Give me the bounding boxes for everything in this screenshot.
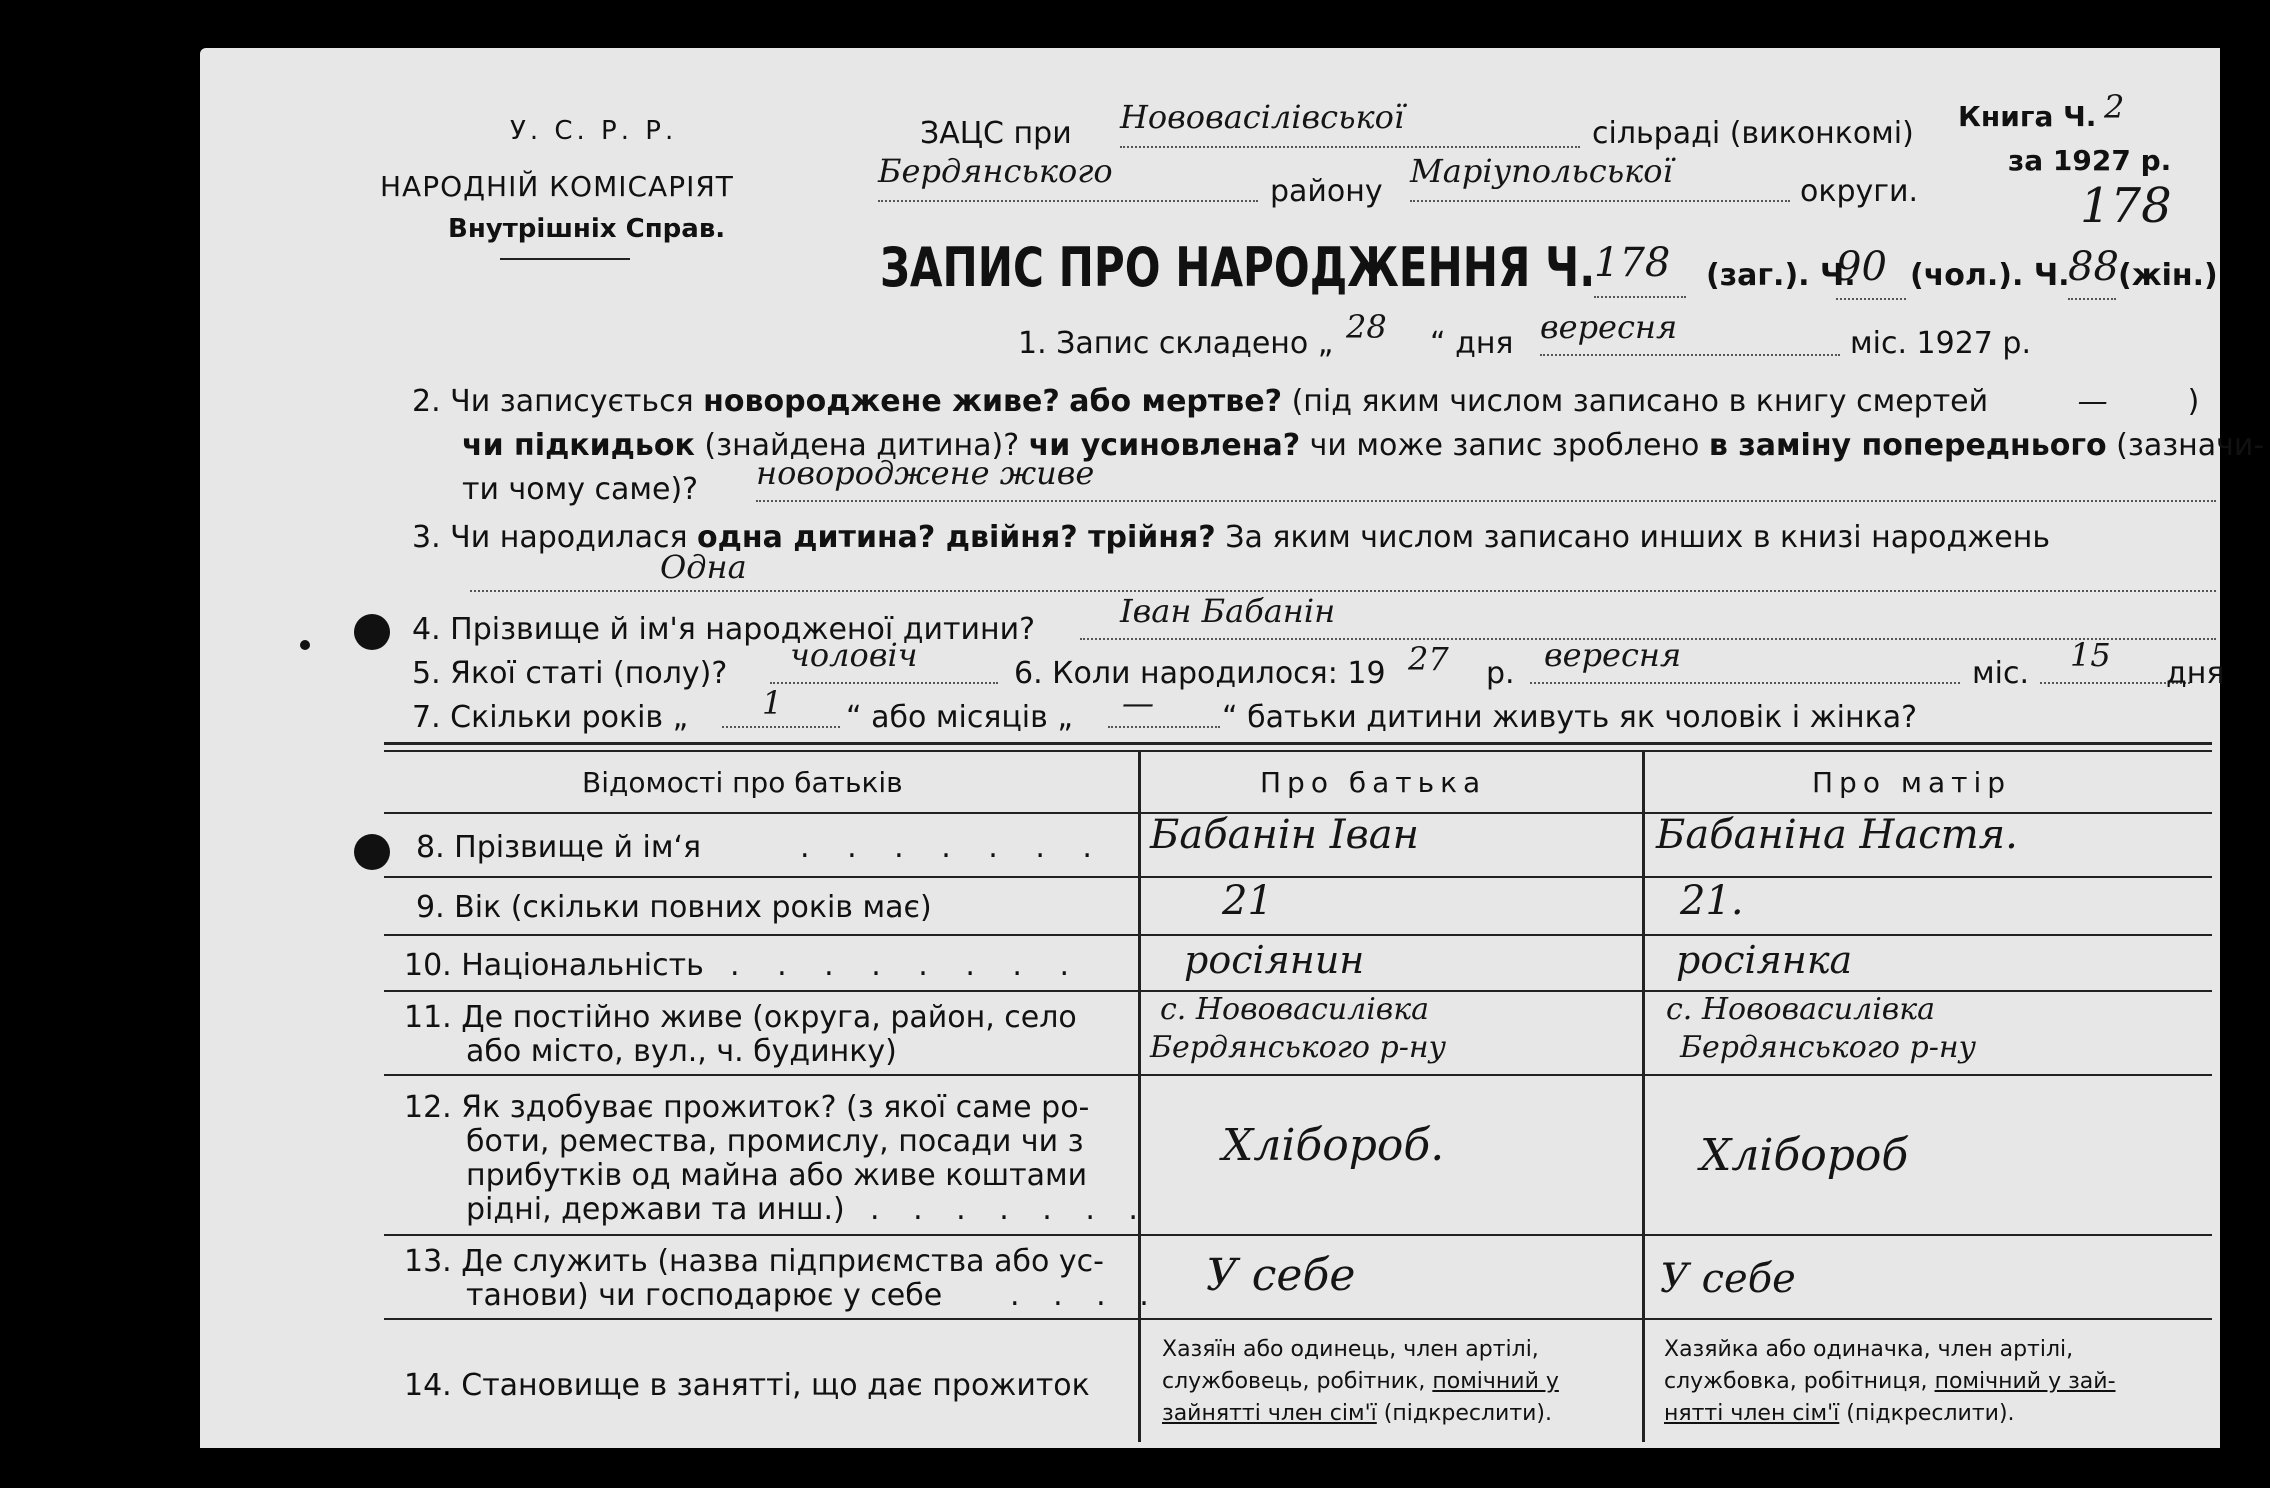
mother-status-line-1: Хазяйка або одиначка, член артілі, [1664, 1337, 2074, 1362]
table-row-label: 8. Прізвище й ім‘я [416, 830, 702, 865]
q6-text-b: р. [1486, 656, 1515, 691]
q2-foundling: чи підкидьок [462, 428, 695, 463]
q1-text-b: “ дня [1430, 326, 1514, 361]
leader-dots: . . . . . . . . [730, 948, 1084, 983]
row-rule [384, 1234, 2212, 1236]
father-status-part: службовець, робітник, [1162, 1369, 1426, 1394]
q6-text-a: 6. Коли народилося: 19 [1014, 656, 1386, 691]
q1-day-handwritten: 28 [1346, 308, 1387, 346]
q2-answer-handwritten: новороджене живе [756, 454, 2216, 502]
book-number-handwritten: 2 [2104, 88, 2125, 126]
table-row-label-cont: прибутків од майна або живе коштами [466, 1158, 1088, 1193]
q7-years-handwritten: 1 [722, 684, 840, 728]
council-suffix: сільраді (виконкомі) [1592, 116, 1914, 151]
father-status-note: (підкреслити). [1383, 1401, 1553, 1426]
punch-hole [300, 640, 310, 650]
q6-day-handwritten: 15 [2040, 636, 2190, 684]
mother-address-2-handwritten: Бердянського р-ну [1680, 1030, 1977, 1065]
leader-dots: . . . . . . . [800, 830, 1106, 865]
zags-label: ЗАЦС при [920, 116, 1072, 151]
department-name: Внутрішніх Справ. [448, 214, 726, 244]
mother-occupation-handwritten: Хлібороб [1700, 1130, 1909, 1181]
q6-year-handwritten: 27 [1408, 640, 1449, 678]
mother-status-note: (підкреслити). [1846, 1401, 2015, 1426]
mother-nationality-handwritten: росіянка [1676, 938, 1853, 982]
row-rule [384, 934, 2212, 936]
q7-text-a: 7. Скільки років „ [412, 700, 689, 735]
father-name-handwritten: Бабанін Іван [1150, 812, 1419, 858]
mother-status-underlined-2: нятті член сім'ї [1664, 1401, 1840, 1426]
q2-replacement-q: чи може запис зроблено [1309, 428, 1700, 463]
mother-status-options [1664, 1334, 2116, 1430]
father-status-line-2 [1162, 1366, 1559, 1398]
district-handwritten: Бердянського [878, 152, 1258, 202]
table-top-rule-2 [384, 750, 2212, 752]
q1-text-a: 1. Запис складено „ [1018, 326, 1334, 361]
q2-alive: новороджене живе? [703, 384, 1060, 419]
row-rule [384, 1074, 2212, 1076]
q5-answer-handwritten: чоловіч [770, 636, 998, 684]
mother-status-part: службовка, робітниця, [1664, 1369, 1928, 1394]
district-label: району [1270, 174, 1383, 209]
q2-line1 [412, 384, 2199, 419]
male-label: (чол.). Ч. [1910, 258, 2070, 293]
father-status-line-1: Хазяїн або одинець, член артілі, [1162, 1337, 1539, 1362]
table-top-rule [384, 742, 2212, 745]
table-header-info: Відомості про батьків [582, 766, 903, 799]
leader-dots: . . . . . . . [870, 1192, 1150, 1227]
father-status-underlined-2: зайнятті член сім'ї [1162, 1401, 1377, 1426]
column-divider [1642, 752, 1645, 1442]
commissariat-name: НАРОДНІЙ КОМІСАРІЯТ [380, 170, 734, 203]
q2-dead: або мертве? [1069, 384, 1283, 419]
mother-workplace-handwritten: У себе [1660, 1256, 1796, 1302]
table-row-label-cont: або місто, вул., ч. будинку) [466, 1034, 897, 1069]
q6-text-c: міс. [1972, 656, 2029, 691]
table-header-mother: Про матір [1812, 766, 2012, 799]
female-label: (жін.) [2118, 258, 2218, 293]
table-row-label-cont: танови) чи господарює у себе [466, 1278, 943, 1313]
table-row-label: 13. Де служить (назва підприємства або ус- [404, 1244, 1104, 1279]
father-occupation-handwritten: Хлібороб. [1222, 1120, 1445, 1171]
q1-month-handwritten: вересня [1540, 308, 1840, 356]
q2-death-book-handwritten: — [2077, 384, 2108, 419]
q1-text-c: міс. 1927 р. [1850, 326, 2031, 361]
q6-text-d: дня [2166, 656, 2225, 691]
male-number-handwritten: 90 [1836, 244, 1906, 300]
table-row-label: 10. Національність [404, 948, 704, 983]
page-number-handwritten: 178 [2080, 178, 2172, 234]
father-status-underlined: помічний у [1432, 1369, 1559, 1394]
q2-close-paren: ) [2187, 384, 2200, 419]
q3-answer-handwritten: Одна [470, 548, 2216, 592]
mother-age-handwritten: 21. [1680, 878, 1744, 924]
q3-text-a: 3. Чи народилася [412, 520, 688, 555]
q2-text: 2. Чи записується [412, 384, 694, 419]
q3-text-c: За яким числом записано инших в книзі народжень [1225, 520, 2051, 555]
mother-name-handwritten: Бабаніна Настя. [1656, 812, 2018, 858]
q2-death-book: (під яким числом записано в книгу смертей [1291, 384, 1989, 419]
father-address-2-handwritten: Бердянського р-ну [1150, 1030, 1447, 1065]
row-rule [384, 1318, 2212, 1320]
punch-hole [354, 614, 390, 650]
mother-status-line-3 [1664, 1398, 2116, 1430]
column-divider [1138, 752, 1141, 1442]
female-number-handwritten: 88 [2068, 244, 2116, 300]
father-age-handwritten: 21 [1222, 878, 1273, 924]
mother-status-underlined: помічний у зай- [1934, 1369, 2116, 1394]
q2-found-child: (знайдена дитина)? [704, 428, 1020, 463]
table-row-label: 11. Де постійно живе (округа, район, село [404, 1000, 1077, 1035]
total-label: (заг.). Ч. [1706, 258, 1856, 293]
table-row-label: 14. Становище в занятті, що дає прожиток [404, 1368, 1090, 1403]
leader-dots: . . . . [1010, 1278, 1161, 1313]
q2-specify: (зазначи- [2116, 428, 2265, 463]
table-row-label-cont: боти, ремества, промислу, посади чи з [466, 1124, 1084, 1159]
father-status-options [1162, 1334, 1559, 1430]
q7-months-handwritten: — [1108, 684, 1220, 728]
table-header-father: Про батька [1260, 766, 1487, 799]
table-row-label: 9. Вік (скільки повних років має) [416, 890, 932, 925]
q3-text-b: одна дитина? двійня? трійня? [697, 520, 1216, 555]
q7-text-c: “ батьки дитини живуть як чоловік і жінка? [1222, 700, 1918, 735]
q5-text: 5. Якої статі (полу)? [412, 656, 728, 691]
total-number-handwritten: 178 [1594, 240, 1686, 298]
q4-text: 4. Прізвище й ім'я народженої дитини? [412, 612, 1036, 647]
q7-text-b: “ або місяців „ [846, 700, 1073, 735]
village-council-handwritten: Нововасілівської [1120, 98, 1580, 148]
republic-abbrev: У. С. Р. Р. [510, 116, 678, 146]
father-address-1-handwritten: с. Нововасилівка [1160, 992, 1430, 1027]
row-rule [384, 876, 2212, 878]
okrug-handwritten: Маріупольської [1410, 152, 1790, 202]
q2-line3: ти чому саме)? [462, 472, 699, 507]
table-row-label-cont: рідні, держави та инш.) [466, 1192, 845, 1227]
q4-answer-handwritten: Іван Бабанін [1080, 592, 2216, 640]
father-status-line-3 [1162, 1398, 1559, 1430]
father-workplace-handwritten: У себе [1206, 1250, 1356, 1301]
q2-adopted: чи усиновлена? [1028, 428, 1301, 463]
father-nationality-handwritten: росіянин [1184, 938, 1365, 982]
q2-replacement: в заміну попереднього [1708, 428, 2107, 463]
table-row-label: 12. Як здобуває прожиток? (з якої саме ро- [404, 1090, 1090, 1125]
punch-hole [354, 834, 390, 870]
book-label: Книга Ч. [1958, 100, 2097, 133]
record-title: ЗАПИС ПРО НАРОДЖЕННЯ Ч. [880, 236, 1596, 299]
book-year: за 1927 р. [2008, 144, 2172, 177]
q6-month-handwritten: вересня [1530, 636, 1960, 684]
mother-status-line-2 [1664, 1366, 2116, 1398]
okrug-label: округи. [1800, 174, 1919, 209]
mother-address-1-handwritten: с. Нововасилівка [1666, 992, 1936, 1027]
divider [500, 258, 630, 260]
